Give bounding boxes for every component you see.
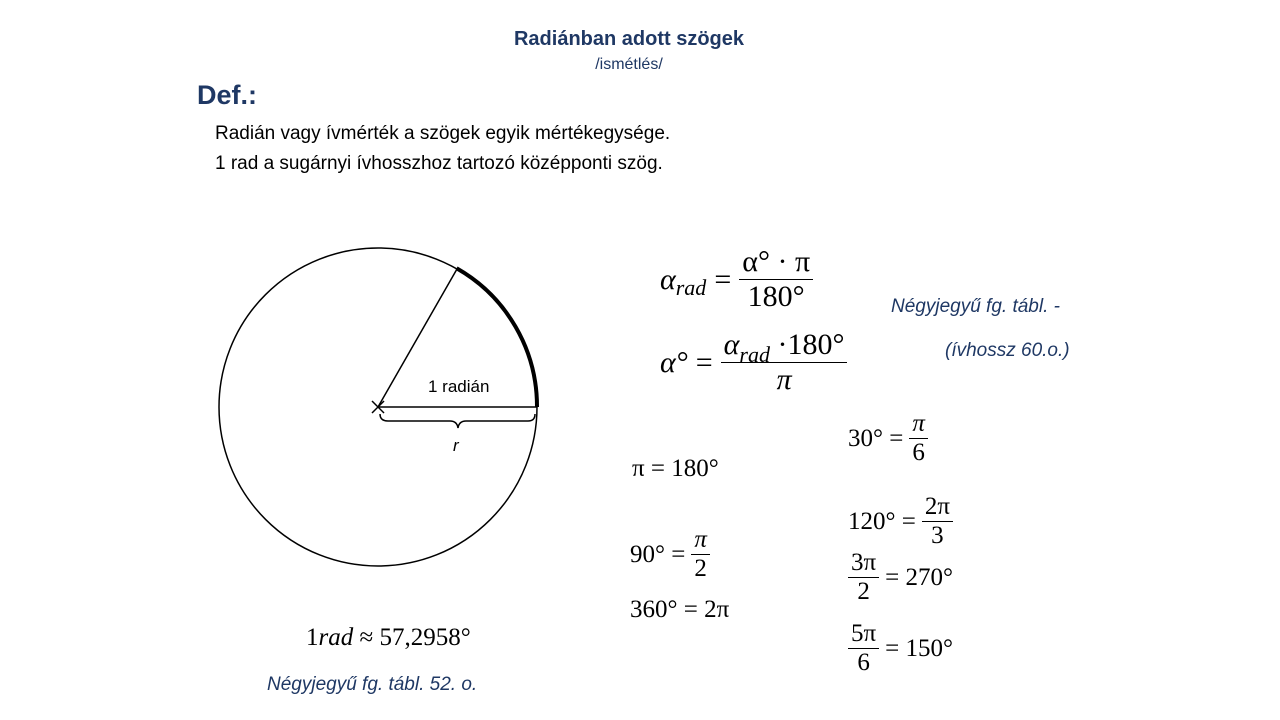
formula-fraction bbox=[848, 620, 879, 677]
deg270-formula bbox=[848, 549, 953, 606]
deg150-rhs: = 150° bbox=[885, 634, 953, 662]
formula-numerator: π bbox=[912, 410, 925, 437]
formula-numerator: 2π bbox=[924, 493, 950, 520]
formula-numerator: α° · π bbox=[742, 245, 811, 278]
definition-line-2: 1 rad a sugárnyi ívhosszhoz tartozó középponti szög. bbox=[215, 153, 663, 174]
pi-equals-180: π = 180° bbox=[632, 455, 719, 482]
radian-approx-one: 1 bbox=[306, 624, 319, 651]
formula-fraction bbox=[721, 328, 848, 397]
arc-label: 1 radián bbox=[428, 377, 490, 396]
formula-alpha-rad bbox=[660, 245, 813, 314]
formula-numerator: π bbox=[694, 526, 707, 553]
formula-fraction bbox=[909, 410, 928, 467]
table-reference-1: Négyjegyű fg. tábl. - bbox=[891, 296, 1060, 317]
table-reference-3: Négyjegyű fg. tábl. 52. o. bbox=[267, 674, 478, 695]
formula-denominator: 6 bbox=[857, 649, 870, 676]
radius-brace bbox=[380, 414, 535, 428]
deg270-rhs: = 270° bbox=[885, 563, 953, 591]
radian-approx-rad: rad bbox=[318, 624, 354, 651]
radian-approx-value: ≈ 57,2958° bbox=[353, 624, 471, 651]
deg90-lhs: 90° = bbox=[630, 540, 686, 568]
page-subtitle: /ismétlés/ bbox=[595, 56, 663, 73]
radius-label: r bbox=[453, 436, 459, 455]
formula-fraction bbox=[739, 245, 813, 314]
deg150-formula bbox=[848, 620, 953, 677]
formula-alpha-deg bbox=[660, 328, 847, 397]
formula-rad-subscript: rad bbox=[675, 274, 707, 300]
formula-denominator: 3 bbox=[931, 522, 944, 549]
formula-denominator: 2 bbox=[694, 555, 707, 582]
formula-denominator: 6 bbox=[912, 439, 925, 466]
formula-fraction bbox=[691, 526, 710, 583]
formula-numerator: 3π bbox=[851, 549, 877, 576]
deg360-formula: 360° = 2π bbox=[630, 596, 730, 623]
formula-alpha-symbol: α bbox=[660, 262, 676, 296]
radian-circle-diagram bbox=[200, 230, 560, 590]
formula-rad-subscript: rad bbox=[739, 342, 770, 367]
table-reference-2: (ívhossz 60.o.) bbox=[945, 340, 1070, 361]
formula-equals: = bbox=[714, 262, 732, 296]
deg90-formula bbox=[630, 526, 710, 583]
definition-label: Def.: bbox=[197, 80, 257, 110]
formula-fraction bbox=[848, 549, 879, 606]
formula-denominator: 2 bbox=[857, 578, 870, 605]
formula-numerator-rest: ·180° bbox=[769, 328, 845, 361]
deg30-formula bbox=[848, 410, 928, 467]
formula-denominator: 180° bbox=[747, 280, 805, 313]
formula-numerator bbox=[721, 328, 848, 367]
formula-alpha-symbol: α bbox=[723, 328, 740, 361]
formula-numerator: 5π bbox=[851, 620, 877, 647]
page-title: Radiánban adott szögek bbox=[513, 28, 745, 50]
deg120-formula bbox=[848, 493, 953, 550]
formula-alpha-deg-lhs: α° bbox=[660, 345, 688, 379]
radian-approx-formula bbox=[306, 624, 471, 652]
formula-fraction bbox=[922, 493, 953, 550]
formula-equals: = bbox=[695, 345, 713, 379]
deg30-lhs: 30° = bbox=[848, 424, 904, 452]
deg120-lhs: 120° = bbox=[848, 507, 916, 535]
definition-line-1: Radián vagy ívmérték a szögek egyik mértékegysége. bbox=[215, 123, 671, 144]
formula-denominator: π bbox=[776, 363, 792, 396]
